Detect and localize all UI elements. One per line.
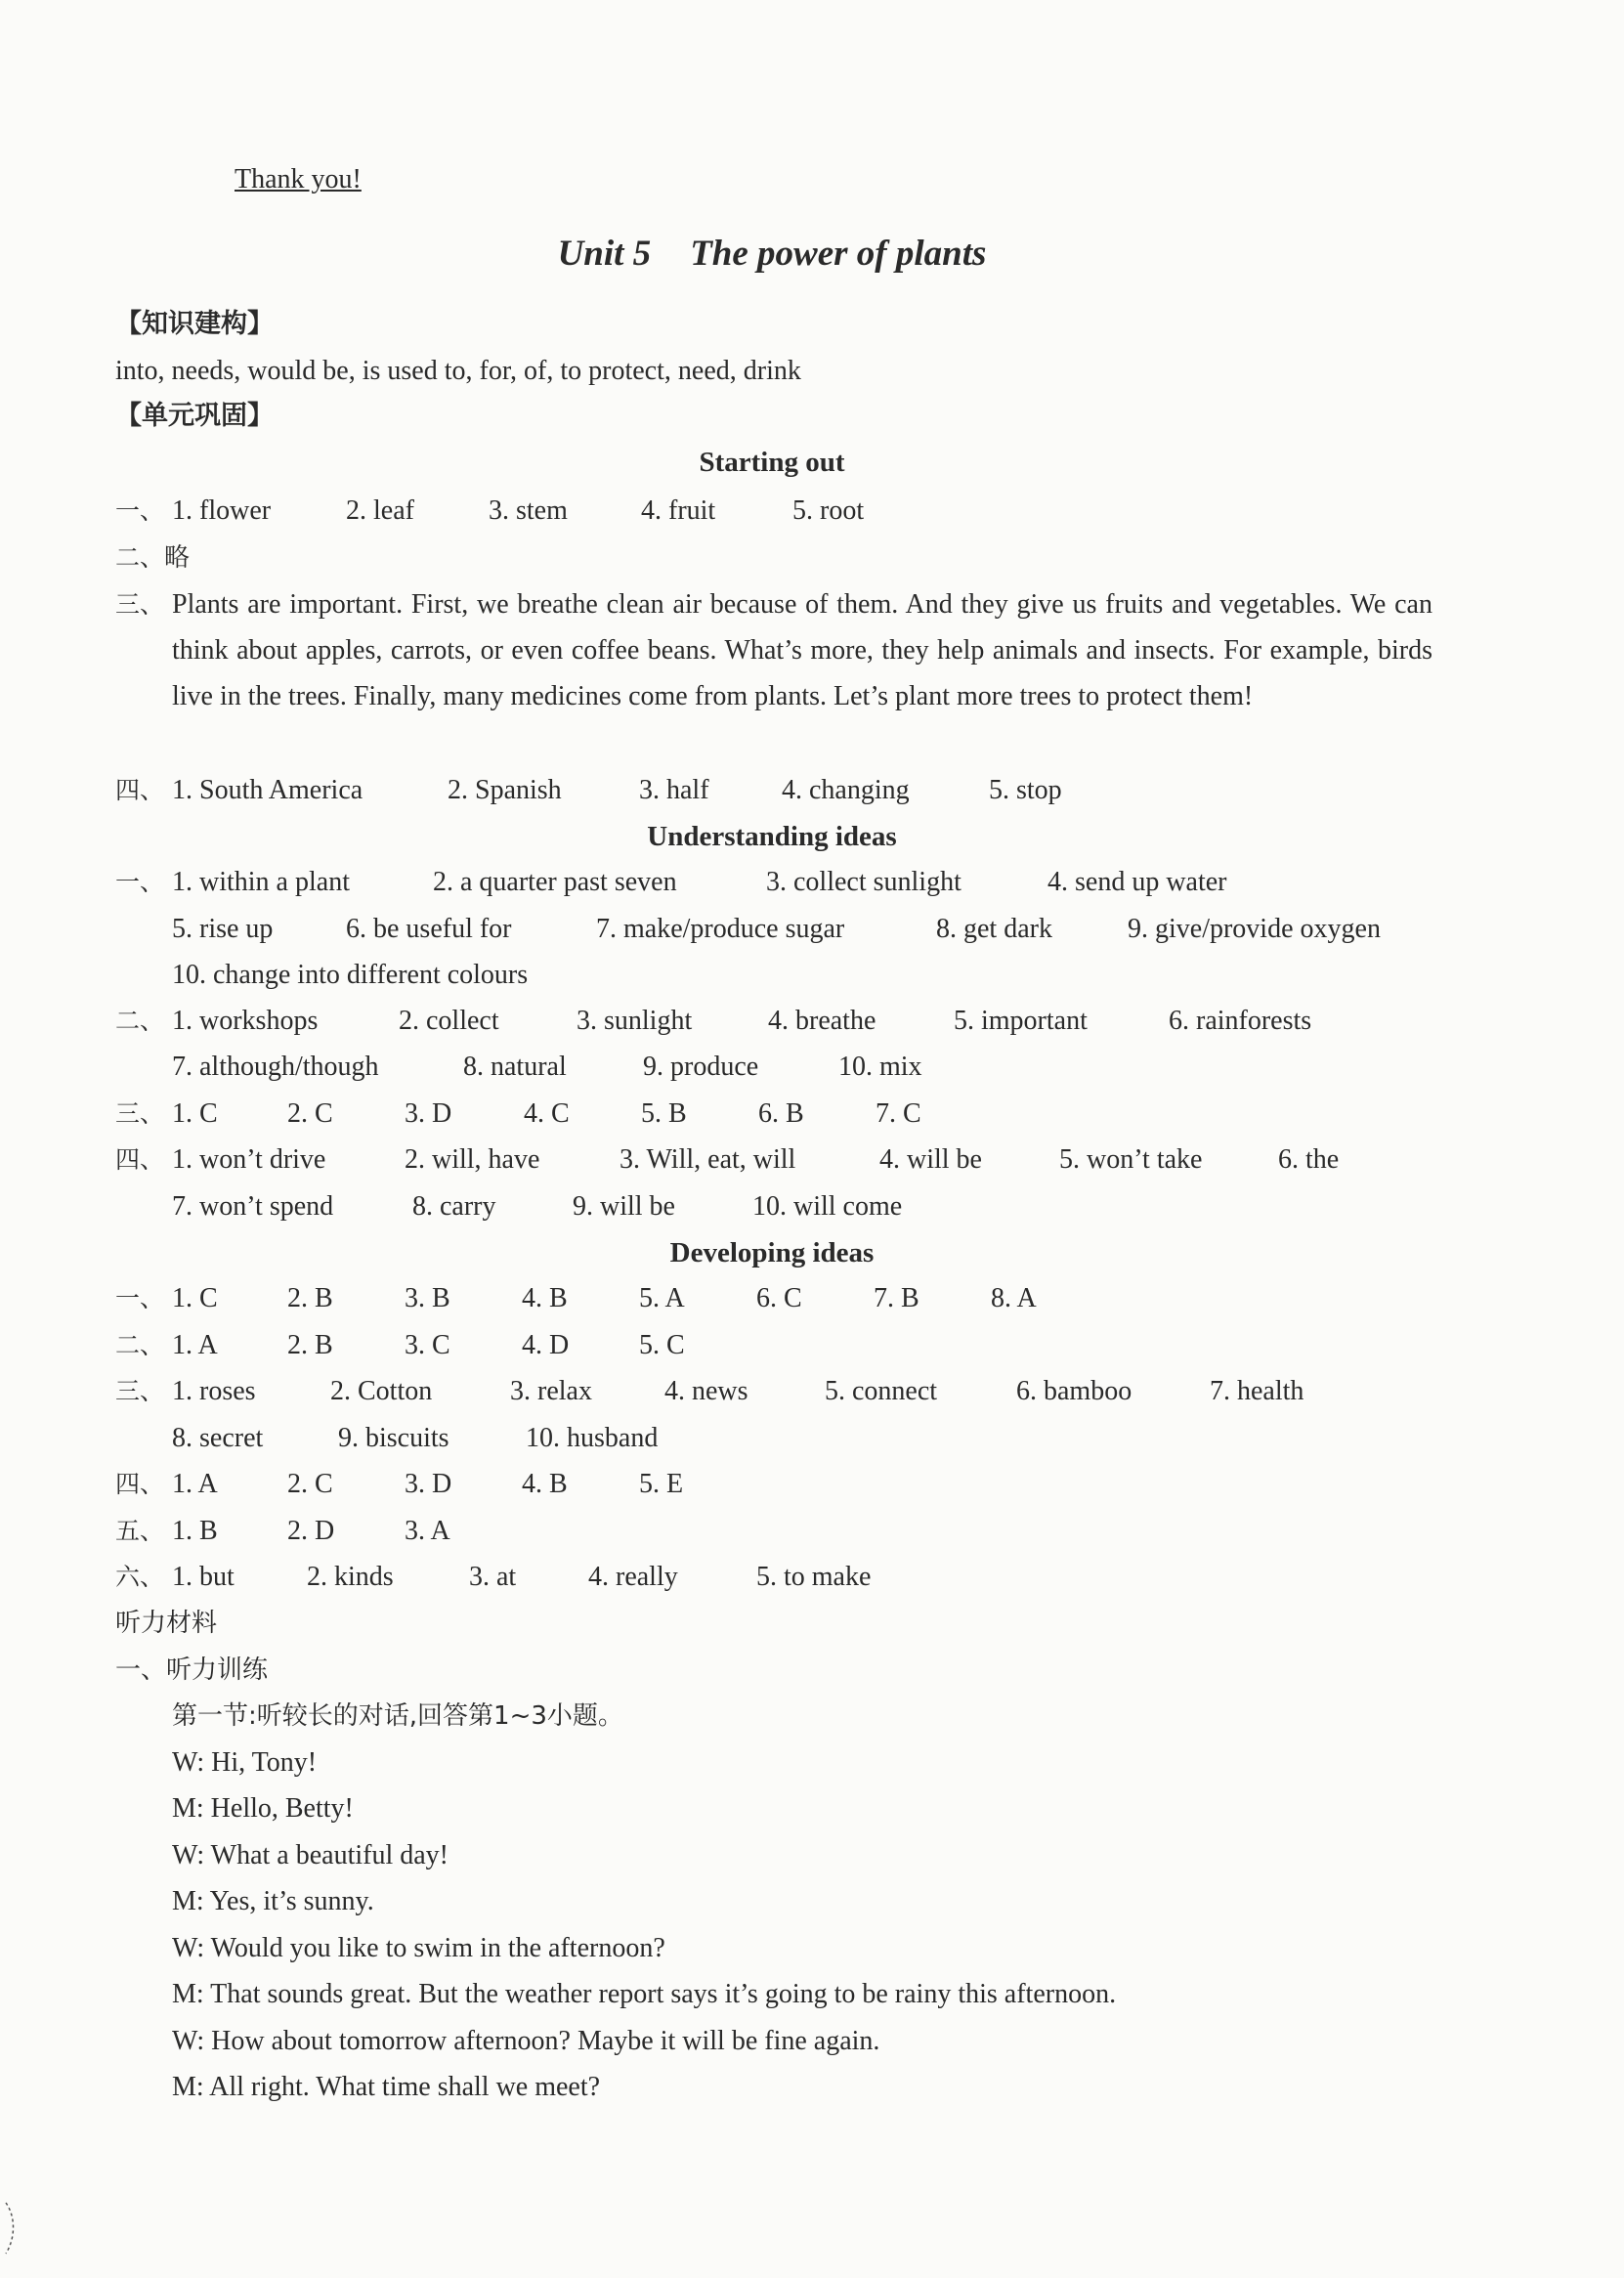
question-mark: 四、 [115, 1145, 165, 1174]
di-q2 [115, 1328, 685, 1363]
so-q3-mark [115, 587, 164, 623]
ui-q1-row1 [115, 865, 1227, 900]
dialogue-line: W: Hi, Tony! [172, 1747, 318, 1778]
answer: 5. stop [989, 775, 1062, 805]
answer: 4. send up water [1047, 867, 1227, 897]
answer: 9. give/provide oxygen [1128, 914, 1381, 944]
listening-section: 一、听力训练 [115, 1655, 269, 1685]
so-q3-paragraph: Plants are important. First, we breathe clean air because of them. And they give us fruits and vegetables. We can think about apples, carrots, or even coffee beans. What’s more, they help animals and insects. For example, birds live in the trees. Finally, many medicines come from plants. Let’s plant more trees to protect them! [172, 589, 1432, 711]
question-mark: 二、 [115, 1007, 165, 1035]
answer: 6. bamboo [1016, 1376, 1133, 1406]
answer: 2. Cotton [330, 1376, 433, 1406]
answer: 4. fruit [641, 495, 716, 526]
question-mark: 一、 [115, 1284, 165, 1312]
so-q1 [115, 494, 865, 529]
so-q2 [115, 540, 190, 576]
answer: 7. C [876, 1098, 921, 1129]
unit-title [0, 233, 1544, 275]
ui-q2-row1 [115, 1004, 1312, 1039]
omitted-text: 略 [164, 543, 191, 573]
answer: 4. will be [879, 1144, 982, 1175]
answer: 6. the [1278, 1144, 1340, 1175]
answer: 9. will be [573, 1191, 675, 1222]
dialogue-line: W: Would you like to swim in the afternoon? [172, 1933, 665, 1963]
thank-you-text: Thank you! [235, 164, 362, 194]
dialogue-line: W: How about tomorrow afternoon? Maybe it will be fine again. [172, 2026, 880, 2056]
answer: 1. flower [172, 495, 272, 526]
question-mark: 三、 [115, 590, 165, 619]
answer: 4. changing [782, 775, 910, 805]
answer: 2. will, have [405, 1144, 540, 1175]
answer: 9. biscuits [338, 1423, 449, 1453]
dialogue-line: M: All right. What time shall we meet? [172, 2072, 601, 2102]
answer: 1. A [172, 1469, 218, 1499]
answer: 2. D [287, 1516, 335, 1546]
answer: 3. D [405, 1098, 452, 1129]
answer: 7. make/produce sugar [596, 914, 845, 944]
answer: 3. B [405, 1283, 450, 1313]
answer: 3. sunlight [577, 1006, 693, 1036]
answer: 8. A [991, 1283, 1037, 1313]
di-q1 [115, 1281, 1037, 1316]
answer: 3. relax [510, 1376, 592, 1406]
answer: 5. B [641, 1098, 687, 1129]
answer: 1. won’t drive [172, 1144, 326, 1175]
answer: 2. B [287, 1330, 333, 1360]
answer: 3. half [639, 775, 709, 805]
question-mark: 三、 [115, 1099, 165, 1128]
knowledge-text: into, needs, would be, is used to, for, of, to protect, need, drink [115, 356, 801, 386]
di-q3-row1 [115, 1374, 1304, 1409]
answer: 6. rainforests [1169, 1006, 1312, 1036]
answer: 10. will come [752, 1191, 903, 1222]
answer: 6. C [756, 1283, 802, 1313]
answer: 4. news [664, 1376, 748, 1406]
question-mark: 六、 [115, 1563, 165, 1591]
answer: 1. South America [172, 775, 363, 805]
answer: 4. B [522, 1283, 568, 1313]
consolidation-label: 【单元巩固】 [115, 401, 274, 431]
dialogue-line: M: Hello, Betty! [172, 1793, 354, 1824]
answer: 4. B [522, 1469, 568, 1499]
so-q4 [115, 773, 1062, 808]
answer: 5. E [639, 1469, 684, 1499]
answer: 2. collect [399, 1006, 499, 1036]
answer: 4. C [524, 1098, 570, 1129]
answer: 2. kinds [307, 1562, 394, 1592]
section-understanding-ideas: Understanding ideas [647, 821, 897, 852]
listening-label: 听力材料 [115, 1609, 218, 1638]
question-mark: 四、 [115, 1470, 165, 1498]
answer: 5. A [639, 1283, 685, 1313]
di-q5 [115, 1514, 450, 1549]
unit-number: Unit 5 [557, 234, 652, 274]
section-starting-out: Starting out [699, 447, 845, 478]
answer: 1. but [172, 1562, 235, 1592]
question-mark: 一、 [115, 868, 165, 896]
answer: 1. A [172, 1330, 218, 1360]
dialogue-line: M: Yes, it’s sunny. [172, 1886, 374, 1916]
answer: 5. won’t take [1059, 1144, 1203, 1175]
answer: 7. health [1210, 1376, 1304, 1406]
di-q6 [115, 1560, 872, 1595]
answer: 4. really [588, 1562, 678, 1592]
question-mark: 五、 [115, 1517, 165, 1545]
answer: 3. stem [489, 495, 568, 526]
answer: 10. husband [526, 1423, 659, 1453]
answer: 1. roses [172, 1376, 256, 1406]
listening-part: 第一节:听较长的对话,回答第1~3小题。 [172, 1701, 623, 1731]
question-mark: 四、 [115, 776, 165, 804]
answer: 3. D [405, 1469, 452, 1499]
dialogue-line: W: What a beautiful day! [172, 1840, 449, 1870]
ui-q3 [115, 1096, 921, 1132]
answer: 3. collect sunlight [766, 867, 962, 897]
answer: 2. leaf [346, 495, 414, 526]
section-developing-ideas: Developing ideas [669, 1237, 875, 1268]
question-mark: 三、 [115, 1377, 165, 1405]
answer: 10. change into different colours [172, 960, 529, 990]
answer: 6. be useful for [346, 914, 512, 944]
answer: 2. C [287, 1469, 333, 1499]
answer: 2. a quarter past seven [433, 867, 677, 897]
answer: 2. B [287, 1283, 333, 1313]
question-mark: 二、 [115, 1331, 165, 1359]
knowledge-label: 【知识建构】 [115, 309, 274, 339]
page-curl-mark [2, 2199, 21, 2257]
answer: 3. Will, eat, will [620, 1144, 796, 1175]
answer: 8. get dark [936, 914, 1052, 944]
answer: 7. although/though [172, 1052, 379, 1082]
answer: 1. C [172, 1098, 218, 1129]
answer: 5. C [639, 1330, 685, 1360]
answer: 3. C [405, 1330, 450, 1360]
answer: 9. produce [643, 1052, 759, 1082]
ui-q4-row1 [115, 1142, 1340, 1178]
answer: 1. workshops [172, 1006, 319, 1036]
answer: 3. at [469, 1562, 517, 1592]
unit-name: The power of plants [690, 234, 987, 274]
di-q4 [115, 1467, 684, 1502]
answer: 4. D [522, 1330, 570, 1360]
answer: 1. B [172, 1516, 218, 1546]
answer: 8. secret [172, 1423, 264, 1453]
answer: 2. Spanish [448, 775, 562, 805]
answer: 5. important [954, 1006, 1088, 1036]
dialogue-line: M: That sounds great. But the weather report says it’s going to be rainy this afternoon. [172, 1979, 1117, 2009]
answer: 1. within a plant [172, 867, 350, 897]
answer: 6. B [758, 1098, 804, 1129]
answer: 4. breathe [768, 1006, 876, 1036]
answer: 8. carry [412, 1191, 496, 1222]
answer: 5. to make [756, 1562, 872, 1592]
answer: 3. A [405, 1516, 450, 1546]
answer: 5. root [792, 495, 865, 526]
answer: 8. natural [463, 1052, 567, 1082]
answer: 5. connect [825, 1376, 938, 1406]
question-mark: 一、 [115, 496, 165, 525]
answer: 7. won’t spend [172, 1191, 334, 1222]
answer: 5. rise up [172, 914, 274, 944]
question-mark: 二、 [115, 543, 165, 572]
answer: 2. C [287, 1098, 333, 1129]
answer: 10. mix [838, 1052, 922, 1082]
answer: 1. C [172, 1283, 218, 1313]
answer: 7. B [874, 1283, 919, 1313]
